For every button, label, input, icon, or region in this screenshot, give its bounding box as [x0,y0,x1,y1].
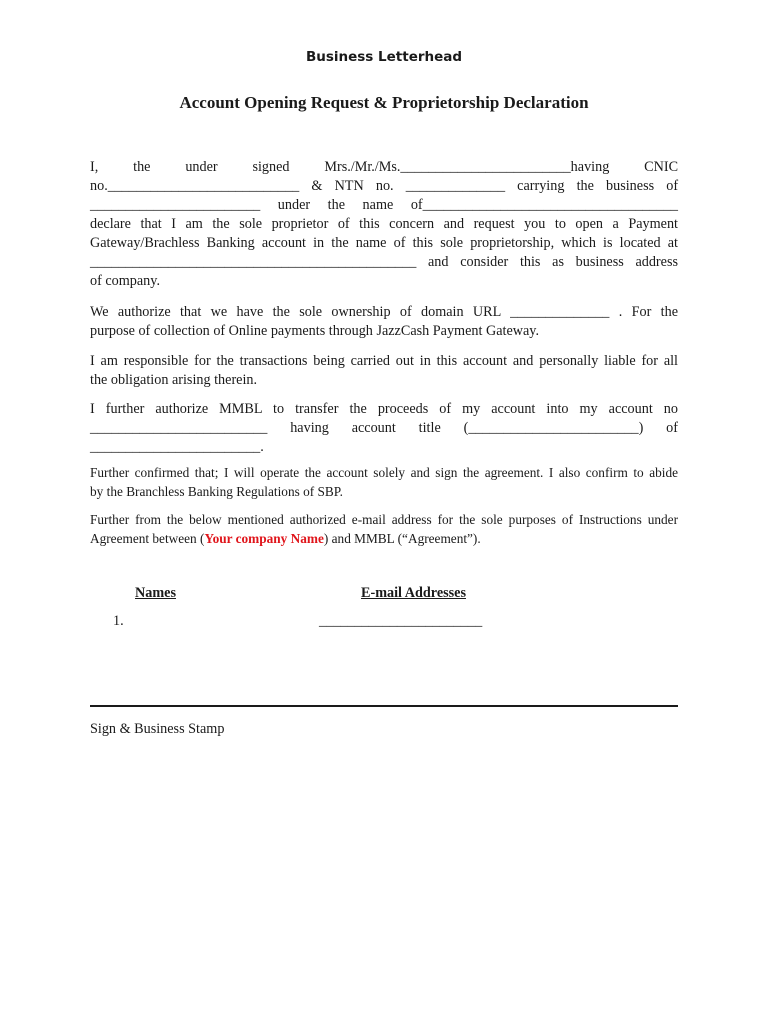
transfer-line-2: _________________________ having account title (________________________) of [90,420,678,436]
domain-paragraph [90,303,678,341]
email-authorization-line-2: Agreement between (Your company Name) and MMBL (“Agreement”). [90,531,481,546]
email-blank-line: _______________________ [319,613,483,629]
responsibility-line-1: I am responsible for the transactions being carried out in this account and personally liable for all [90,353,678,369]
declaration-line-5: Gateway/Brachless Banking account in the name of this sole proprietorship, which is located at [90,235,678,251]
declaration-line-7: of company. [90,273,160,289]
declaration-line-6: ______________________________________________ and consider this as business address [90,254,678,270]
responsibility-line-2: the obligation arising therein. [90,372,258,388]
document-title: Account Opening Request & Proprietorship Declaration [179,93,589,112]
domain-line-1: We authorize that we have the sole ownership of domain URL ______________ . For the [90,304,678,320]
confirmation-line-1: Further confirmed that; I will operate the account solely and sign the agreement. I also confirm to abide [90,465,678,480]
transfer-line-3: ________________________. [90,439,264,455]
domain-line-2: purpose of collection of Online payments through JazzCash Payment Gateway. [90,323,540,339]
email-authorization-paragraph [90,510,678,548]
company-name-placeholder: Your company Name [204,531,324,546]
declaration-line-3: ________________________ under the name of____________________________________ [90,197,679,213]
declaration-paragraph [90,158,678,291]
confirmation-line-2: by the Branchless Banking Regulations of SBP. [90,484,343,499]
declaration-line-1: I, the under signed Mrs./Mr./Ms.________________________having CNIC [90,159,679,175]
declaration-line-2: no.___________________________ & NTN no. ______________ carrying the business of [90,178,679,194]
transfer-line-1: I further authorize MMBL to transfer the proceeds of my account into my account no [90,401,678,417]
confirmation-paragraph [90,463,678,501]
email-authorization-line-1: Further from the below mentioned authorized e-mail address for the sole purposes of Instructions under [90,512,678,527]
declaration-line-4: declare that I am the sole proprietor of this concern and request you to open a Payment [90,216,678,232]
responsibility-paragraph [90,352,678,390]
names-column-header: Names [135,585,176,601]
signature-line [90,705,678,707]
transfer-paragraph [90,400,678,457]
letterhead-title: Business Letterhead [305,49,463,65]
list-item-number: 1. [113,613,124,629]
email-column-header: E-mail Addresses [361,585,466,601]
signature-label: Sign & Business Stamp [90,721,225,737]
